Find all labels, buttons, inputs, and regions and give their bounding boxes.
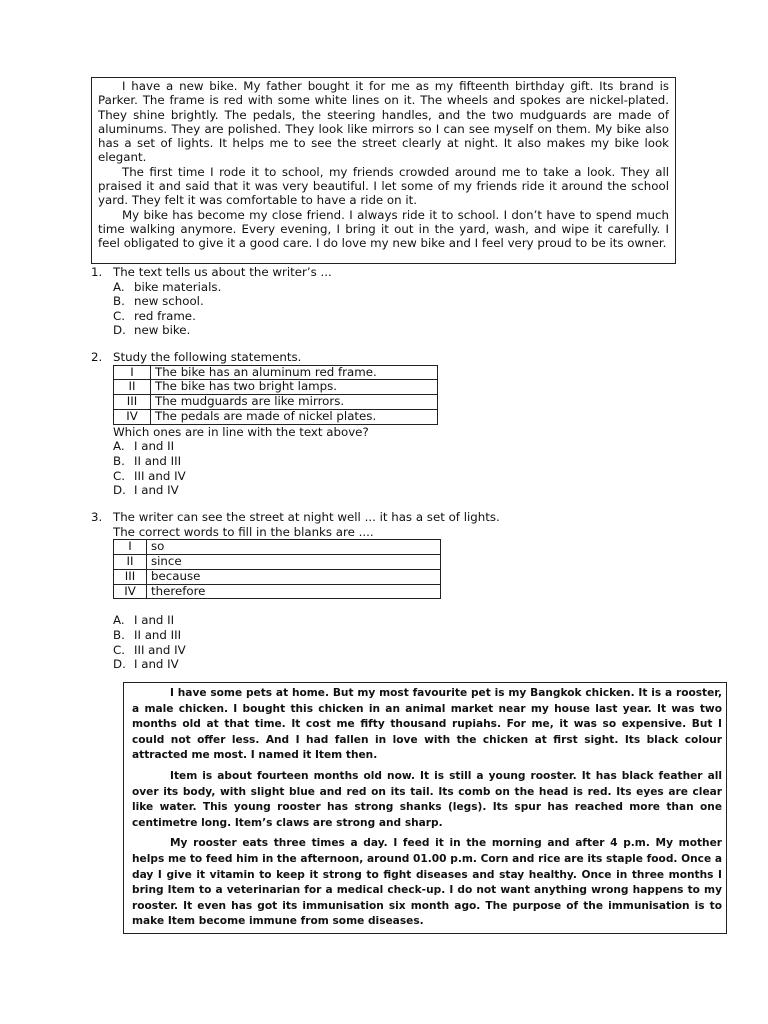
statement-text: The bike has an aluminum red frame. xyxy=(151,365,438,380)
option-letter: D. xyxy=(113,483,126,498)
option xyxy=(113,454,438,469)
option-letter: D. xyxy=(113,657,126,672)
option-text: I and II xyxy=(134,613,175,628)
passage-paragraph: My rooster eats three times a day. I feed it in the morning and after 4 p.m. My mother helps me to feed him in the afternoon, around 01.00 p.m. Corn and rice are its staple food. Once a day I give it vitamin to keep it strong to fight diseases and stay healthy. Once in three months I bring Item to a veterinarian for a medical check-up. I do not want anything wrong happens to my rooster. It even has got its immunisation six month ago. The purpose of the immunisation is to make Item become immune from some diseases. xyxy=(132,837,722,928)
option xyxy=(113,294,332,309)
table-row xyxy=(114,380,438,395)
table-row xyxy=(114,395,438,410)
roman-numeral: II xyxy=(114,554,147,569)
question-stem: The writer can see the street at night well ... it has a set of lights. xyxy=(113,510,500,524)
option xyxy=(113,483,438,498)
question-number: 1. xyxy=(91,265,103,279)
question-1 xyxy=(91,265,332,338)
passage-paragraph: I have a new bike. My father bought it for me as my fifteenth birthday gift. Its brand is Parker. The frame is red with some white lines on it. The wheels and spokes are nickel-plated. They shine brightly. The pedals, the steering handles, and the two mudguards are made of aluminums. They are polished. They look like mirrors so I can see myself on them. My bike also has a set of lights. It helps me to see the street clearly at night. It also makes my bike look elegant. xyxy=(98,79,669,165)
roman-numeral: IV xyxy=(114,584,147,599)
word-choice: since xyxy=(147,554,441,569)
roman-numeral: IV xyxy=(114,409,151,424)
question-stem: The text tells us about the writer’s ... xyxy=(113,265,332,279)
table-row xyxy=(114,540,441,555)
option xyxy=(113,280,332,295)
option-text: II and III xyxy=(134,627,182,642)
option-letter: D. xyxy=(113,323,126,338)
statement-text: The mudguards are like mirrors. xyxy=(151,395,438,410)
option-text: I and IV xyxy=(134,483,179,498)
option-text: I and II xyxy=(134,439,175,454)
option-text: new bike. xyxy=(134,323,191,338)
table-row xyxy=(114,409,438,424)
option-text: I and IV xyxy=(134,657,179,672)
option-letter: C. xyxy=(113,468,125,483)
question-number: 3. xyxy=(91,510,103,524)
passage-paragraph: The first time I rode it to school, my friends crowded around me to take a look. They all praised it and said that it was very beautiful. I let some of my friends ride it around the school yard. They felt it was comfortable to have a ride on it. xyxy=(98,164,669,208)
passage-paragraph: I have some pets at home. But my most favourite pet is my Bangkok chicken. It is a rooster, a male chicken. I bought this chicken in an animal market near my house last year. It was two months old at that time. It cost me fifty thousand rupiahs. For me, it was so expensive. But I could not offer less. And I had fallen in love with the chicken at first sight. Its black colour attracted me most. I named it Item then. xyxy=(132,687,722,762)
option-letter: C. xyxy=(113,308,125,323)
option-text: new school. xyxy=(134,294,204,309)
passage-paragraph: Item is about fourteen months old now. It is still a young rooster. It has black feather all over its body, with slight blue and red on its tail. Its comb on the head is red. Its eyes are clear like water. This young rooster has strong shanks (legs). Its spur has reached more than one centimetre long. Item’s claws are strong and sharp. xyxy=(132,769,722,829)
option-letter: A. xyxy=(113,439,125,454)
reading-passage-bike xyxy=(91,77,676,264)
option-letter: B. xyxy=(113,294,125,309)
option xyxy=(113,323,332,338)
option-letter: B. xyxy=(113,453,125,468)
question-followup: Which ones are in line with the text above? xyxy=(113,424,369,439)
option xyxy=(113,657,500,672)
option-text: III and IV xyxy=(134,468,186,483)
option-text: II and III xyxy=(134,453,182,468)
question-subline: The correct words to fill in the blanks are .... xyxy=(113,524,374,539)
table-row xyxy=(114,365,438,380)
roman-numeral: I xyxy=(114,365,151,380)
option xyxy=(113,628,500,643)
word-choices-table xyxy=(113,539,441,599)
option-letter: C. xyxy=(113,642,125,657)
statements-table xyxy=(113,365,438,425)
statement-text: The pedals are made of nickel plates. xyxy=(151,409,438,424)
reading-passage-rooster xyxy=(123,682,727,934)
table-row xyxy=(114,569,441,584)
roman-numeral: III xyxy=(114,569,147,584)
word-choice: because xyxy=(147,569,441,584)
option-text: red frame. xyxy=(134,308,196,323)
option-letter: A. xyxy=(113,279,125,294)
option xyxy=(113,439,438,454)
statement-text: The bike has two bright lamps. xyxy=(151,380,438,395)
option-text: III and IV xyxy=(134,642,186,657)
table-row xyxy=(114,584,441,599)
question-3 xyxy=(91,510,500,672)
table-row xyxy=(114,554,441,569)
word-choice: so xyxy=(147,540,441,555)
option-letter: B. xyxy=(113,627,125,642)
question-number: 2. xyxy=(91,350,103,364)
option-text: bike materials. xyxy=(134,279,222,294)
question-2 xyxy=(91,350,438,498)
option xyxy=(113,643,500,658)
option xyxy=(113,309,332,324)
roman-numeral: III xyxy=(114,395,151,410)
word-choice: therefore xyxy=(147,584,441,599)
roman-numeral: II xyxy=(114,380,151,395)
question-stem: Study the following statements. xyxy=(113,350,302,364)
option-letter: A. xyxy=(113,613,125,628)
roman-numeral: I xyxy=(114,540,147,555)
option xyxy=(113,469,438,484)
passage-paragraph: My bike has become my close friend. I always ride it to school. I don’t have to spend much time walking anymore. Every evening, I bring it out in the yard, wash, and wipe it carefully. I feel obligated to give it a good care. I do love my new bike and I feel very proud to be its owner. xyxy=(98,207,669,251)
option xyxy=(113,613,500,628)
